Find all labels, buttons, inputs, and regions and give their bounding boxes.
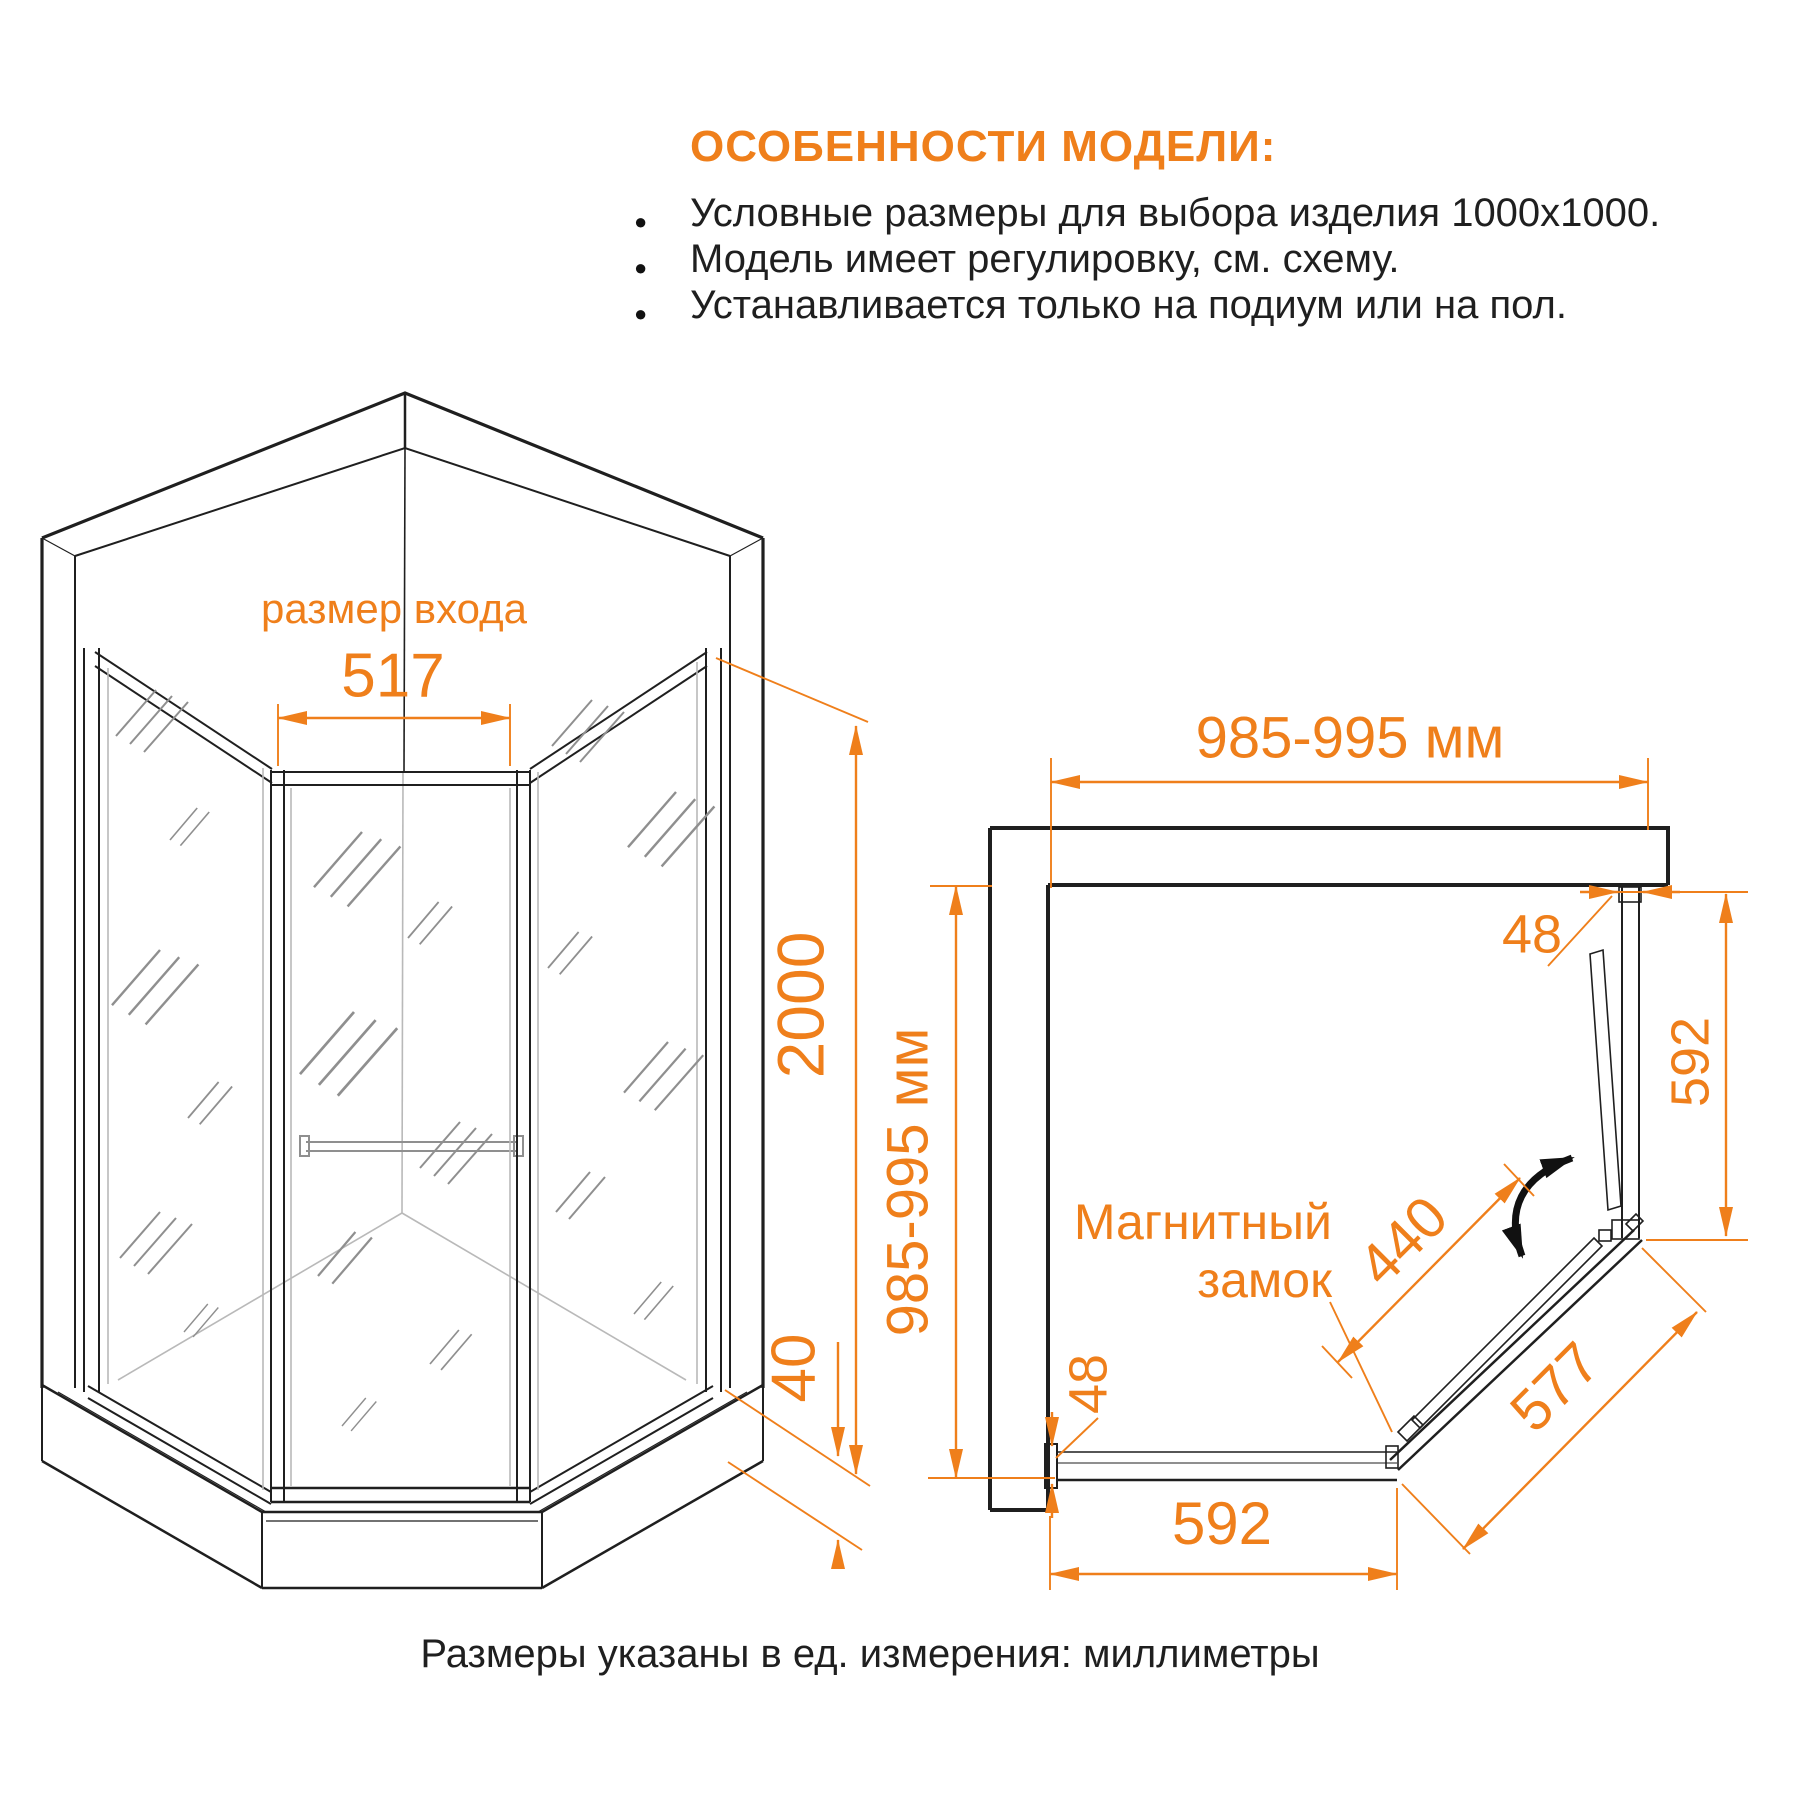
feature-text: Модель имеет регулировку, см. схему. (690, 237, 1400, 281)
tray-height-dim: 40 (759, 1333, 829, 1403)
entry-size-label: размер входа (261, 585, 527, 633)
iso-floor-lines (118, 772, 686, 1380)
plan-view (875, 705, 1748, 1590)
shower-tray (42, 1385, 763, 1588)
overall-depth-dim: 985-995 мм (875, 1027, 941, 1337)
wall-profile-bottom-dim: 48 (1058, 1353, 1119, 1415)
glass-hatching (112, 690, 714, 1431)
magnetic-lock (1398, 1416, 1423, 1441)
feature-text: Условные размеры для выбора изделия 1000x1000. (690, 191, 1661, 235)
front-diagonal-dim: 577 (1497, 1329, 1613, 1445)
plan-bottom-panel (1045, 1444, 1398, 1488)
magnet-label-line2: замок (1197, 1252, 1332, 1309)
feature-text: Устанавливается только на подиум или на пол. (690, 283, 1567, 327)
features-title: ОСОБЕННОСТИ МОДЕЛИ: (690, 122, 1277, 171)
iso-frame-rails (88, 652, 713, 1504)
iso-view (42, 393, 870, 1588)
footer-caption: Размеры указаны в ед. измерения: миллиметры (420, 1632, 1320, 1676)
side-panel-right-dim: 592 (1660, 1016, 1721, 1108)
towel-bar (300, 1136, 523, 1156)
wall-profile-top-dim: 48 (1501, 904, 1563, 965)
door-swing-arrow-icon (1515, 1158, 1572, 1256)
magnet-label-line1: Магнитный (1073, 1194, 1332, 1251)
overall-width-dim: 985-995 мм (1195, 705, 1505, 771)
plan-side-panel (1590, 886, 1641, 1241)
door-width-dim: 440 (1345, 1183, 1461, 1299)
side-panel-bottom-dim: 592 (1171, 1489, 1273, 1557)
entry-width-dim: 517 (341, 641, 445, 711)
height-dim: 2000 (763, 931, 838, 1079)
iso-dimensions (261, 585, 870, 1566)
